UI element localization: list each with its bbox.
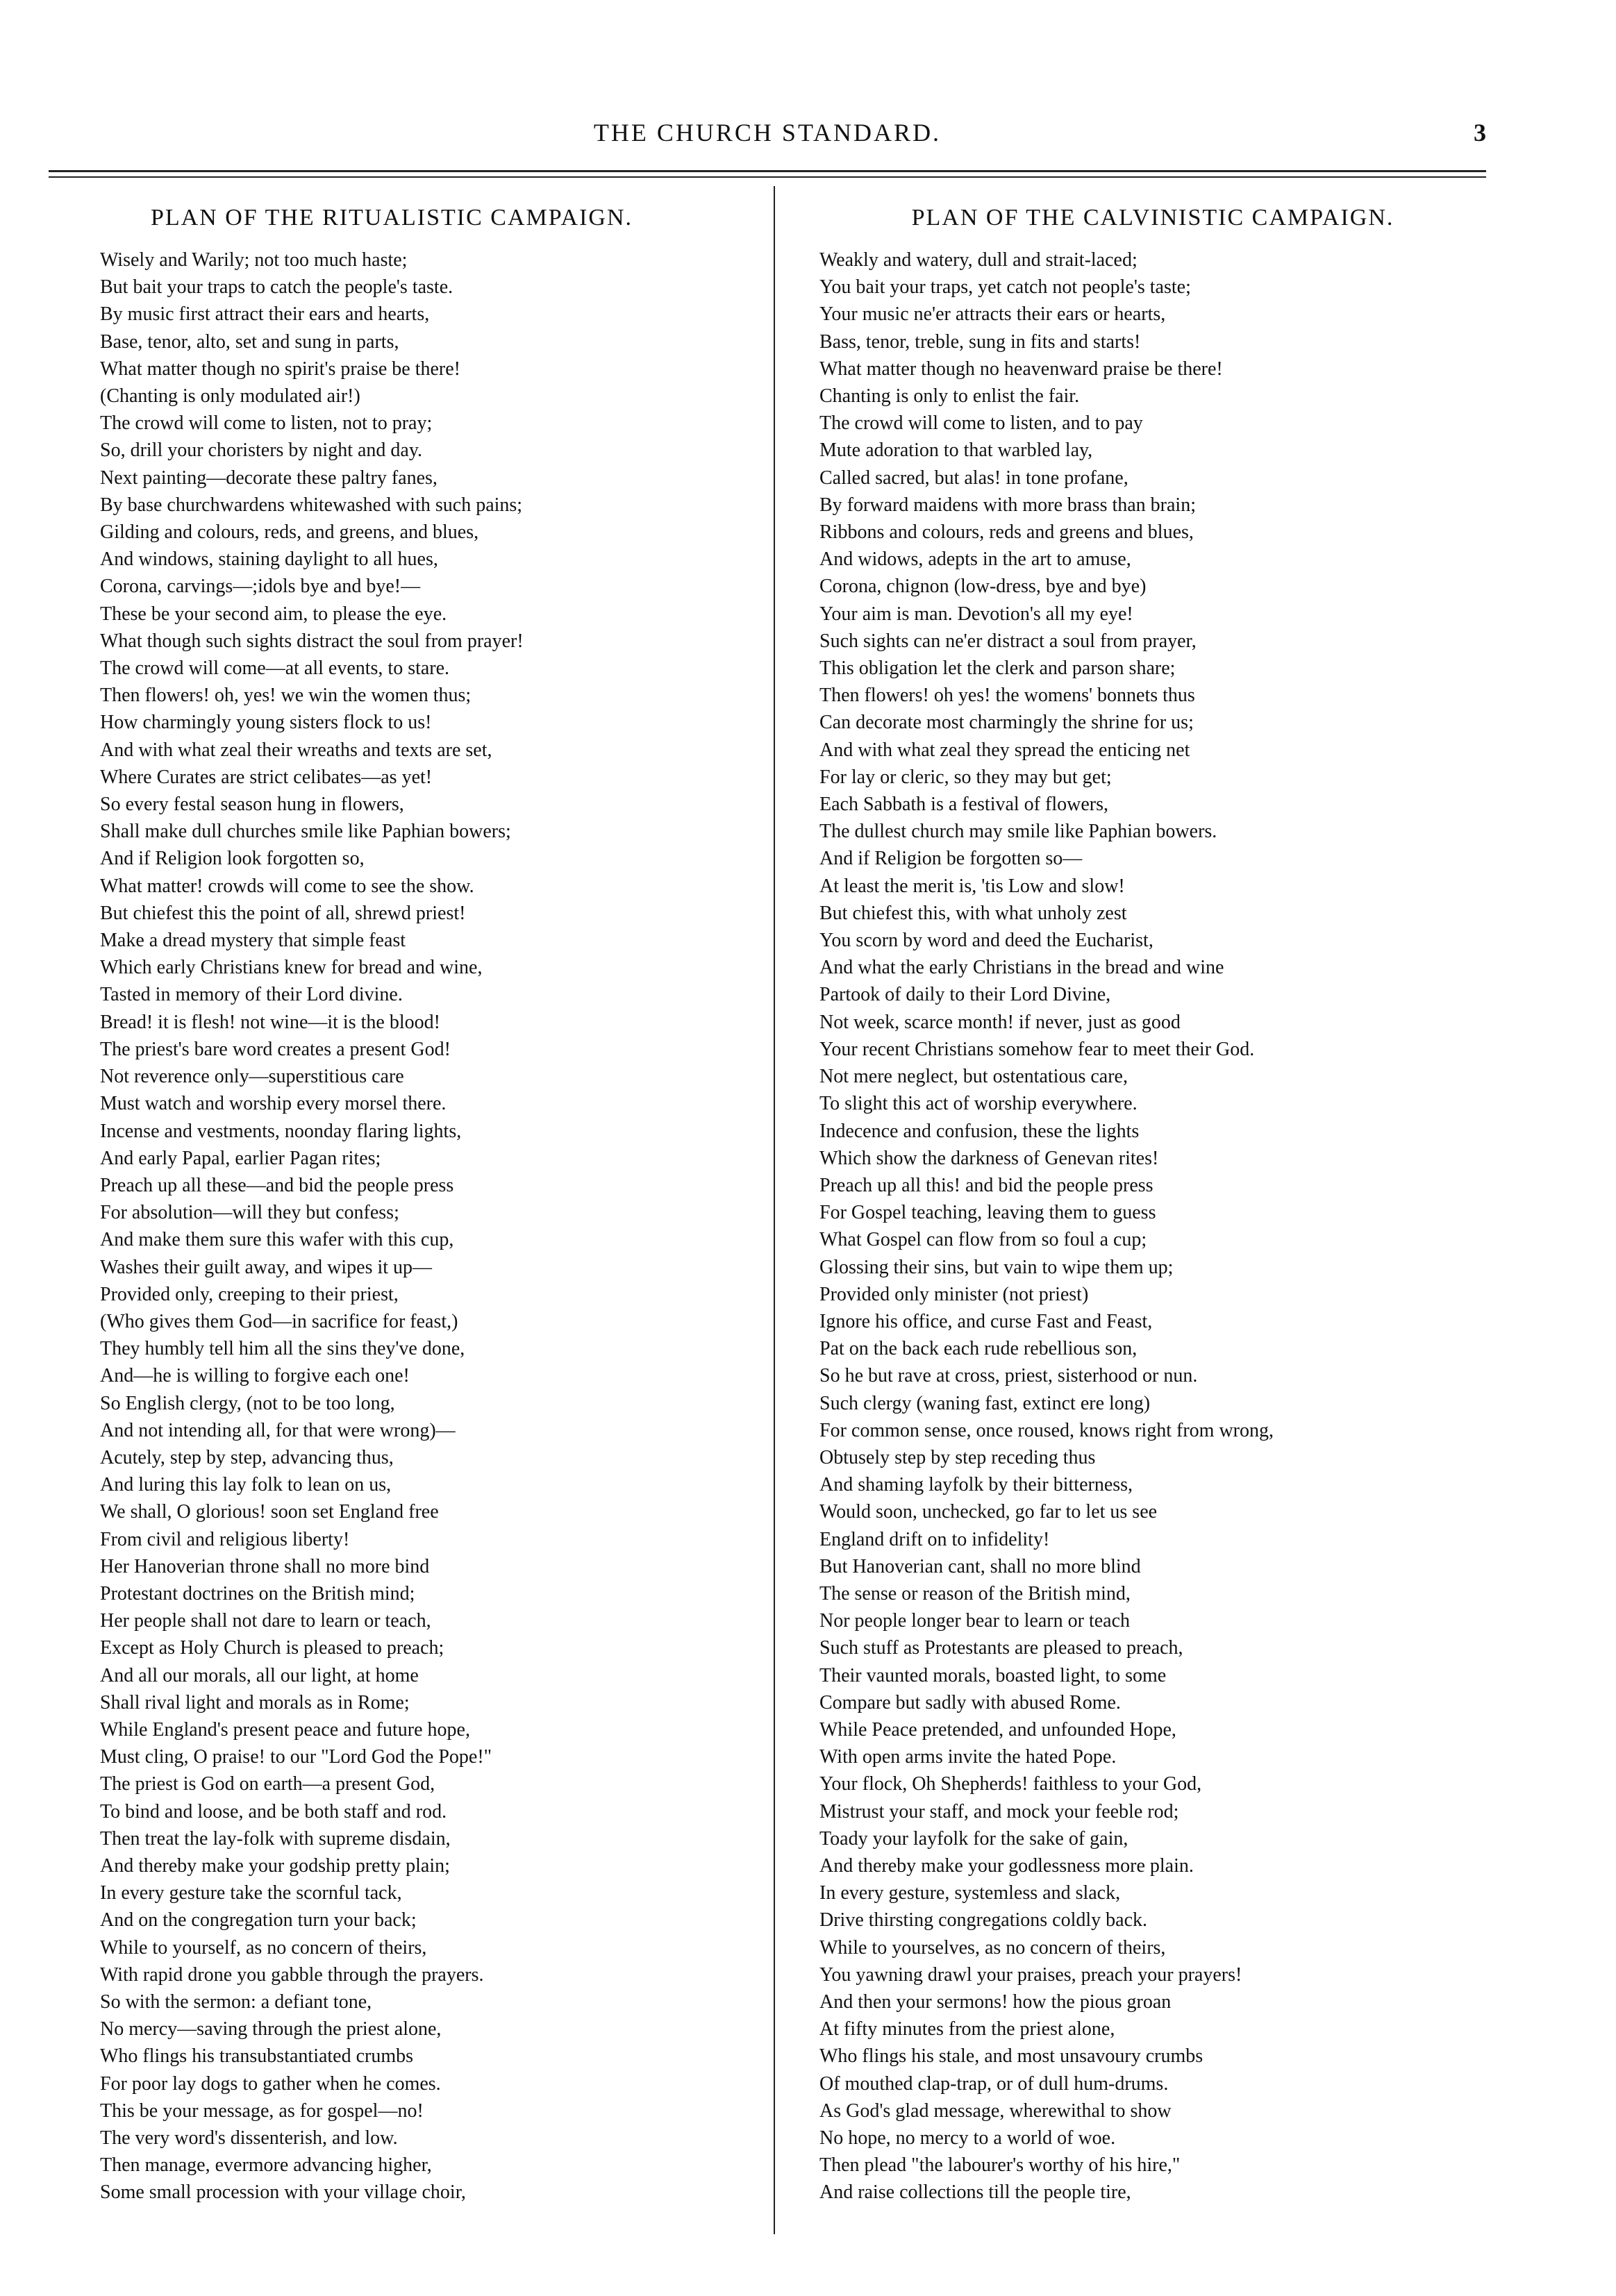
poem-line: Incense and vestments, noonday flaring lights, [100, 1120, 462, 1142]
poem-line: These be your second aim, to please the eye. [100, 603, 447, 625]
poem-line: So, drill your choristers by night and day. [100, 439, 423, 462]
poem-line: The crowd will come to listen, not to pray; [100, 412, 433, 435]
poem-line: Who flings his transubstantiated crumbs [100, 2045, 414, 2068]
poem-line: The crowd will come—at all events, to stare. [100, 657, 450, 680]
poem-line: Your aim is man. Devotion's all my eye! [819, 603, 1133, 625]
poem-line: As God's glad message, wherewithal to show [819, 2100, 1172, 2122]
poem-line: In every gesture, systemless and slack, [819, 1882, 1121, 1904]
poem-line: Tasted in memory of their Lord divine. [100, 984, 403, 1006]
poem-line: What Gospel can flow from so foul a cup; [819, 1229, 1147, 1251]
poem-line: And with what zeal they spread the enticing net [819, 739, 1190, 761]
poem-line: Of mouthed clap-trap, or of dull hum-drums. [819, 2072, 1169, 2095]
poem-line: For Gospel teaching, leaving them to guess [819, 1202, 1156, 1224]
left-column [100, 205, 753, 2206]
poem-line: And early Papal, earlier Pagan rites; [100, 1147, 381, 1169]
poem-line: And what the early Christians in the bread and wine [819, 957, 1224, 979]
poem-line: For lay or cleric, so they may but get; [819, 766, 1112, 788]
poem-line: Base, tenor, alto, set and sung in parts, [100, 330, 399, 353]
poem-line: Then plead "the labourer's worthy of his hire," [819, 2154, 1181, 2177]
poem-line: The sense or reason of the British mind, [819, 1582, 1131, 1604]
page-number: 3 [1474, 119, 1486, 146]
poem-line: And shaming layfolk by their bitterness, [819, 1474, 1133, 1496]
poem-line: Some small procession with your village choir, [100, 2181, 466, 2204]
poem-line: Next painting—decorate these paltry fanes, [100, 467, 438, 489]
poem-line: Not week, scarce month! if never, just as good [819, 1011, 1181, 1033]
poem-line: Glossing their sins, but vain to wipe them up; [819, 1256, 1174, 1278]
right-column [819, 205, 1486, 2206]
poem-line: How charmingly young sisters flock to us! [100, 712, 432, 734]
poem-line: Wisely and Warily; not too much haste; [100, 249, 408, 271]
poem-line: Preach up all these—and bid the people press [100, 1174, 454, 1196]
poem-line: The crowd will come to listen, and to pay [819, 412, 1143, 435]
poem-line: What matter! crowds will come to see the show. [100, 875, 474, 897]
poem-line: And with what zeal their wreaths and texts are set, [100, 739, 492, 761]
poem-line: Called sacred, but alas! in tone profane, [819, 467, 1128, 489]
header-rule-bottom [49, 176, 1486, 178]
poem-line: Drive thirsting congregations coldly back. [819, 1909, 1147, 1932]
poem-line: What though such sights distract the soul from prayer! [100, 630, 524, 652]
poem-line: Would soon, unchecked, go far to let us see [819, 1501, 1158, 1523]
poem-line: To slight this act of worship everywhere. [819, 1093, 1138, 1115]
poem-line: Which early Christians knew for bread and wine, [100, 957, 483, 979]
poem-line: For common sense, once roused, knows right from wrong, [819, 1419, 1274, 1441]
poem-line: You bait your traps, yet catch not people's taste; [819, 276, 1191, 299]
poem-line: And if Religion look forgotten so, [100, 848, 365, 870]
poem-line: Compare but sadly with abused Rome. [819, 1691, 1121, 1713]
poem-line: And make them sure this wafer with this cup, [100, 1229, 454, 1251]
poem-line: And thereby make your godlessness more plain. [819, 1854, 1194, 1877]
poem-line: Corona, carvings—;idols bye and bye!— [100, 576, 421, 598]
poem-line: This obligation let the clerk and parson share; [819, 657, 1176, 680]
poem-line: By music first attract their ears and hearts, [100, 303, 430, 326]
poem-line: Must cling, O praise! to our "Lord God the Pope!" [100, 1746, 492, 1768]
poem-line: The very word's dissenterish, and low. [100, 2127, 398, 2150]
poem-line: Corona, chignon (low-dress, bye and bye) [819, 576, 1147, 598]
calvinistic-poem [819, 246, 1486, 2206]
poem-line: While Peace pretended, and unfounded Hope, [819, 1718, 1176, 1741]
poem-line: (Who gives them God—in sacrifice for feast,) [100, 1310, 458, 1332]
poem-line: In every gesture take the scornful tack, [100, 1882, 402, 1904]
poem-line: And thereby make your godship pretty plain; [100, 1854, 450, 1877]
poem-line: Can decorate most charmingly the shrine for us; [819, 712, 1194, 734]
poem-line: And—he is willing to forgive each one! [100, 1365, 410, 1387]
poem-line: They humbly tell him all the sins they've done, [100, 1338, 465, 1360]
poem-line: And if Religion be forgotten so— [819, 848, 1083, 870]
poem-line: Then flowers! oh, yes! we win the women thus; [100, 685, 472, 707]
poem-line: But Hanoverian cant, shall no more blind [819, 1555, 1141, 1577]
poem-line: Who flings his stale, and most unsavoury crumbs [819, 2045, 1203, 2068]
poem-line: Weakly and watery, dull and strait-laced; [819, 249, 1138, 271]
poem-line: Provided only minister (not priest) [819, 1283, 1089, 1305]
poem-line: So every festal season hung in flowers, [100, 794, 404, 816]
poem-line: By base churchwardens whitewashed with such pains; [100, 494, 523, 516]
poem-line: Toady your layfolk for the sake of gain, [819, 1827, 1128, 1850]
poem-line: Pat on the back each rude rebellious son, [819, 1338, 1138, 1360]
poem-line: But chiefest this the point of all, shrewd priest! [100, 902, 466, 924]
poem-line: No mercy—saving through the priest alone, [100, 2018, 442, 2041]
right-column-heading: PLAN OF THE CALVINISTIC CAMPAIGN. [911, 205, 1394, 231]
poem-line: Each Sabbath is a festival of flowers, [819, 794, 1108, 816]
publication-title: THE CHURCH STANDARD. [593, 119, 942, 146]
poem-line: Their vaunted morals, boasted light, to some [819, 1664, 1167, 1686]
poem-line: Mute adoration to that warbled lay, [819, 439, 1093, 462]
poem-line: Bread! it is flesh! not wine—it is the blood! [100, 1011, 440, 1033]
poem-line: Her people shall not dare to learn or teach, [100, 1610, 431, 1632]
poem-line: Must watch and worship every morsel there. [100, 1093, 447, 1115]
poem-line: And raise collections till the people tire, [819, 2181, 1131, 2204]
column-divider [774, 186, 775, 2234]
poem-line: To bind and loose, and be both staff and rod. [100, 1800, 447, 1822]
poem-line: (Chanting is only modulated air!) [100, 385, 360, 408]
poem-line: Bass, tenor, treble, sung in fits and starts! [819, 330, 1141, 353]
poem-line: Acutely, step by step, advancing thus, [100, 1446, 394, 1468]
poem-line: And then your sermons! how the pious groan [819, 1991, 1172, 2013]
poem-line: And on the congregation turn your back; [100, 1909, 417, 1932]
poem-line: Where Curates are strict celibates—as yet! [100, 766, 433, 788]
poem-line: Protestant doctrines on the British mind; [100, 1582, 415, 1604]
poem-line: Then flowers! oh yes! the womens' bonnets thus [819, 685, 1195, 707]
poem-line: Obtusely step by step receding thus [819, 1446, 1096, 1468]
poem-line: Your recent Christians somehow fear to meet their God. [819, 1038, 1255, 1060]
poem-line: While to yourself, as no concern of theirs, [100, 1936, 427, 1959]
page-header [49, 118, 1486, 153]
poem-line: Which show the darkness of Genevan rites! [819, 1147, 1159, 1169]
header-rule-top [49, 170, 1486, 172]
poem-line: Your music ne'er attracts their ears or hearts, [819, 303, 1166, 326]
poem-line: For poor lay dogs to gather when he comes. [100, 2072, 441, 2095]
poem-line: Such clergy (waning fast, extinct ere long) [819, 1392, 1151, 1414]
poem-line: But chiefest this, with what unholy zest [819, 902, 1127, 924]
poem-line: And luring this lay folk to lean on us, [100, 1474, 392, 1496]
poem-line: From civil and religious liberty! [100, 1528, 350, 1550]
poem-line: For absolution—will they but confess; [100, 1202, 399, 1224]
poem-line: So with the sermon: a defiant tone, [100, 1991, 372, 2013]
poem-line: Ribbons and colours, reds and greens and blues, [819, 521, 1194, 544]
poem-line: England drift on to infidelity! [819, 1528, 1050, 1550]
poem-line: Ignore his office, and curse Fast and Feast, [819, 1310, 1153, 1332]
poem-line: Partook of daily to their Lord Divine, [819, 984, 1111, 1006]
poem-line: Not mere neglect, but ostentatious care, [819, 1066, 1128, 1088]
poem-line: By forward maidens with more brass than brain; [819, 494, 1196, 516]
poem-line: And not intending all, for that were wrong)— [100, 1419, 456, 1441]
ritualistic-poem [100, 246, 753, 2206]
poem-line: What matter though no spirit's praise be there! [100, 358, 460, 380]
poem-line: And windows, staining daylight to all hues, [100, 548, 438, 571]
poem-line: The dullest church may smile like Paphian bowers. [819, 821, 1217, 843]
poem-line: And widows, adepts in the art to amuse, [819, 548, 1131, 571]
poem-line: Her Hanoverian throne shall no more bind [100, 1555, 430, 1577]
poem-line: While to yourselves, as no concern of theirs, [819, 1936, 1166, 1959]
poem-line: Such stuff as Protestants are pleased to preach, [819, 1637, 1183, 1659]
poem-line: Indecence and confusion, these the lights [819, 1120, 1140, 1142]
poem-line: With rapid drone you gabble through the prayers. [100, 1963, 484, 1986]
poem-line: So he but rave at cross, priest, sisterhood or nun. [819, 1365, 1198, 1387]
poem-line: Preach up all this! and bid the people press [819, 1174, 1153, 1196]
poem-line: Shall rival light and morals as in Rome; [100, 1691, 410, 1713]
poem-line: Make a dread mystery that simple feast [100, 930, 406, 952]
poem-line: While England's present peace and future hope, [100, 1718, 470, 1741]
poem-line: Your flock, Oh Shepherds! faithless to your God, [819, 1773, 1202, 1795]
poem-line: Then treat the lay-folk with supreme disdain, [100, 1827, 451, 1850]
poem-line: And all our morals, all our light, at home [100, 1664, 419, 1686]
poem-line: Except as Holy Church is pleased to preach; [100, 1637, 444, 1659]
poem-line: So English clergy, (not to be too long, [100, 1392, 395, 1414]
poem-line: We shall, O glorious! soon set England free [100, 1501, 439, 1523]
poem-line: But bait your traps to catch the people's taste. [100, 276, 453, 299]
poem-line: With open arms invite the hated Pope. [819, 1746, 1117, 1768]
poem-line: Such sights can ne'er distract a soul from prayer, [819, 630, 1197, 652]
poem-line: No hope, no mercy to a world of woe. [819, 2127, 1116, 2150]
poem-line: The priest's bare word creates a present God! [100, 1038, 451, 1060]
poem-line: You yawning drawl your praises, preach your prayers! [819, 1963, 1242, 1986]
poem-line: Shall make dull churches smile like Paphian bowers; [100, 821, 511, 843]
poem-line: Washes their guilt away, and wipes it up— [100, 1256, 433, 1278]
poem-line: At least the merit is, 'tis Low and slow! [819, 875, 1125, 897]
poem-line: The priest is God on earth—a present God, [100, 1773, 435, 1795]
poem-line: You scorn by word and deed the Eucharist, [819, 930, 1153, 952]
poem-line: Not reverence only—superstitious care [100, 1066, 404, 1088]
left-column-heading: PLAN OF THE RITUALISTIC CAMPAIGN. [150, 205, 633, 231]
poem-line: Chanting is only to enlist the fair. [819, 385, 1080, 408]
poem-line: Provided only, creeping to their priest, [100, 1283, 399, 1305]
poem-line: Then manage, evermore advancing higher, [100, 2154, 432, 2177]
poem-line: Mistrust your staff, and mock your feeble rod; [819, 1800, 1179, 1822]
poem-line: This be your message, as for gospel—no! [100, 2100, 424, 2122]
poem-line: At fifty minutes from the priest alone, [819, 2018, 1115, 2041]
poem-line: Nor people longer bear to learn or teach [819, 1610, 1131, 1632]
poem-line: Gilding and colours, reds, and greens, and blues, [100, 521, 479, 544]
poem-line: What matter though no heavenward praise be there! [819, 358, 1223, 380]
